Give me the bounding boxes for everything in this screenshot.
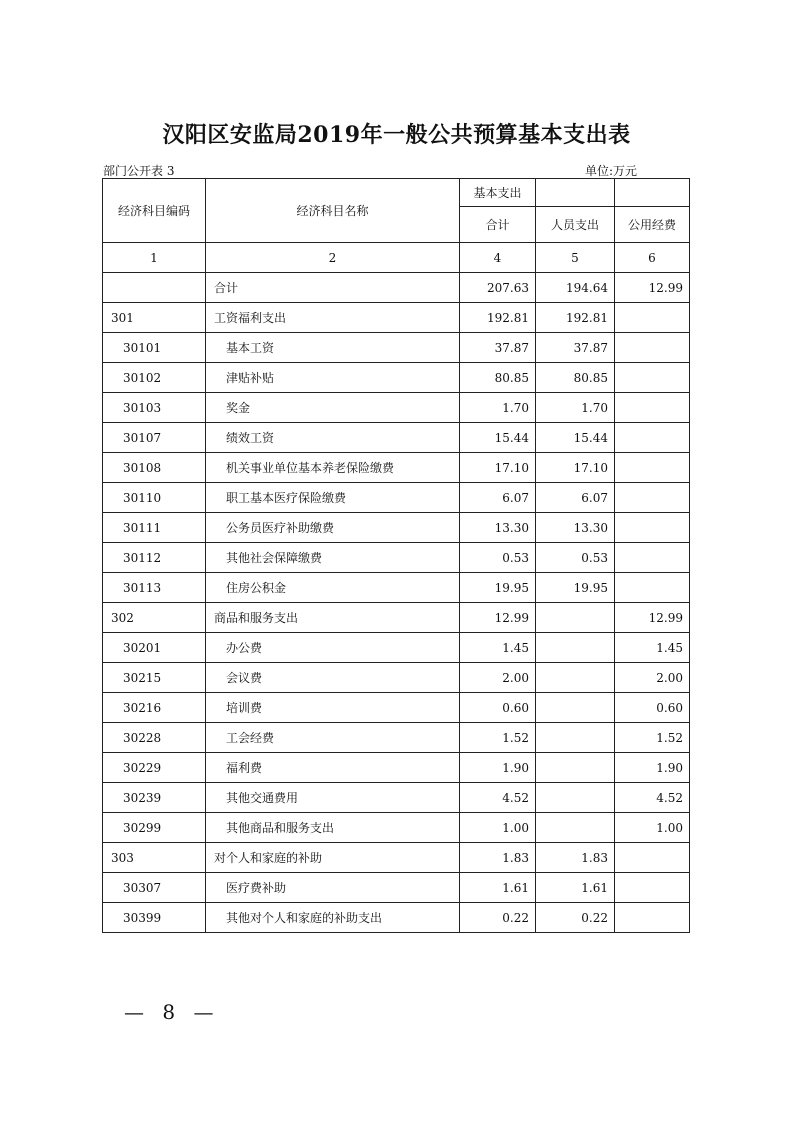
table-row — [103, 873, 690, 903]
cell-public: 12.99 — [615, 273, 690, 303]
cell-name: 公务员医疗补助缴费 — [206, 513, 460, 543]
cell-personnel — [536, 783, 615, 813]
cell-personnel: 192.81 — [536, 303, 615, 333]
cell-personnel: 194.64 — [536, 273, 615, 303]
table-row — [103, 273, 690, 303]
cell-personnel — [536, 723, 615, 753]
cell-total: 19.95 — [460, 573, 536, 603]
cell-public — [615, 843, 690, 873]
cell-personnel — [536, 753, 615, 783]
cell-public: 1.52 — [615, 723, 690, 753]
cell-personnel: 6.07 — [536, 483, 615, 513]
page-number: — 8 — — [124, 1000, 220, 1024]
cell-code: 30229 — [103, 753, 206, 783]
cell-personnel: 0.53 — [536, 543, 615, 573]
cell-code: 30102 — [103, 363, 206, 393]
cell-name: 办公费 — [206, 633, 460, 663]
page-title: 汉阳区安监局2019年一般公共预算基本支出表 — [162, 122, 631, 148]
cell-public: 0.60 — [615, 693, 690, 723]
cell-code: 303 — [103, 843, 206, 873]
cell-name: 其他商品和服务支出 — [206, 813, 460, 843]
cell-name: 福利费 — [206, 753, 460, 783]
table-row — [103, 903, 690, 933]
cell-personnel — [536, 693, 615, 723]
header-personnel: 人员支出 — [536, 207, 615, 243]
cell-personnel: 1.70 — [536, 393, 615, 423]
cell-personnel: 80.85 — [536, 363, 615, 393]
cell-code: 30399 — [103, 903, 206, 933]
cell-name: 津贴补贴 — [206, 363, 460, 393]
cell-public — [615, 903, 690, 933]
table-row — [103, 813, 690, 843]
cell-name: 合计 — [206, 273, 460, 303]
cell-public: 12.99 — [615, 603, 690, 633]
cell-code: 301 — [103, 303, 206, 333]
cell-public — [615, 873, 690, 903]
table-row — [103, 723, 690, 753]
budget-table — [102, 178, 690, 933]
cell-total: 0.60 — [460, 693, 536, 723]
table-row — [103, 333, 690, 363]
cell-total: 17.10 — [460, 453, 536, 483]
header-empty-cell — [536, 179, 615, 207]
cell-total: 13.30 — [460, 513, 536, 543]
cell-personnel — [536, 663, 615, 693]
cell-personnel: 13.30 — [536, 513, 615, 543]
cell-code: 30215 — [103, 663, 206, 693]
cell-name: 基本工资 — [206, 333, 460, 363]
cell-code: 30228 — [103, 723, 206, 753]
cell-public — [615, 423, 690, 453]
cell-public — [615, 483, 690, 513]
cell-personnel: 1.61 — [536, 873, 615, 903]
header-name: 经济科目名称 — [206, 179, 460, 243]
cell-total: 2.00 — [460, 663, 536, 693]
cell-public: 2.00 — [615, 663, 690, 693]
table-row — [103, 693, 690, 723]
header-basic-expenditure: 基本支出 — [460, 179, 536, 207]
cell-code: 30201 — [103, 633, 206, 663]
cell-name: 对个人和家庭的补助 — [206, 843, 460, 873]
cell-name: 商品和服务支出 — [206, 603, 460, 633]
cell-public — [615, 573, 690, 603]
cell-public: 1.45 — [615, 633, 690, 663]
cell-code: 30108 — [103, 453, 206, 483]
column-index: 5 — [536, 243, 615, 273]
table-row — [103, 363, 690, 393]
column-index-row — [103, 243, 690, 273]
cell-name: 机关事业单位基本养老保险缴费 — [206, 453, 460, 483]
cell-personnel: 1.83 — [536, 843, 615, 873]
table-row — [103, 603, 690, 633]
cell-public: 4.52 — [615, 783, 690, 813]
cell-code: 30299 — [103, 813, 206, 843]
cell-total: 1.52 — [460, 723, 536, 753]
cell-personnel — [536, 633, 615, 663]
table-row — [103, 573, 690, 603]
cell-name: 会议费 — [206, 663, 460, 693]
cell-code: 30112 — [103, 543, 206, 573]
cell-total: 15.44 — [460, 423, 536, 453]
cell-name: 其他对个人和家庭的补助支出 — [206, 903, 460, 933]
cell-code — [103, 273, 206, 303]
header-empty-cell — [615, 179, 690, 207]
unit-label: 单位:万元 — [585, 164, 638, 178]
cell-personnel: 19.95 — [536, 573, 615, 603]
table-row — [103, 783, 690, 813]
cell-personnel — [536, 603, 615, 633]
cell-public — [615, 393, 690, 423]
header-code: 经济科目编码 — [103, 179, 206, 243]
cell-code: 30113 — [103, 573, 206, 603]
table-row — [103, 423, 690, 453]
table-row — [103, 843, 690, 873]
cell-public — [615, 453, 690, 483]
cell-name: 奖金 — [206, 393, 460, 423]
cell-code: 30103 — [103, 393, 206, 423]
cell-name: 住房公积金 — [206, 573, 460, 603]
table-row — [103, 663, 690, 693]
cell-public — [615, 363, 690, 393]
cell-code: 30101 — [103, 333, 206, 363]
table-row — [103, 483, 690, 513]
cell-name: 其他社会保障缴费 — [206, 543, 460, 573]
cell-public — [615, 543, 690, 573]
cell-name: 工会经费 — [206, 723, 460, 753]
header-total: 合计 — [460, 207, 536, 243]
cell-total: 80.85 — [460, 363, 536, 393]
header-row-top — [103, 179, 690, 207]
header-public: 公用经费 — [615, 207, 690, 243]
cell-code: 30307 — [103, 873, 206, 903]
table-label: 部门公开表 3 — [103, 164, 175, 178]
cell-code: 30216 — [103, 693, 206, 723]
cell-public: 1.00 — [615, 813, 690, 843]
cell-personnel: 37.87 — [536, 333, 615, 363]
cell-total: 1.70 — [460, 393, 536, 423]
column-index: 6 — [615, 243, 690, 273]
cell-total: 4.52 — [460, 783, 536, 813]
cell-total: 0.22 — [460, 903, 536, 933]
cell-name: 其他交通费用 — [206, 783, 460, 813]
cell-code: 30107 — [103, 423, 206, 453]
cell-personnel: 17.10 — [536, 453, 615, 483]
cell-public — [615, 333, 690, 363]
cell-total: 1.90 — [460, 753, 536, 783]
cell-public: 1.90 — [615, 753, 690, 783]
cell-total: 6.07 — [460, 483, 536, 513]
table-row — [103, 303, 690, 333]
cell-name: 绩效工资 — [206, 423, 460, 453]
table-row — [103, 513, 690, 543]
cell-code: 302 — [103, 603, 206, 633]
cell-public — [615, 303, 690, 333]
cell-total: 1.83 — [460, 843, 536, 873]
cell-code: 30111 — [103, 513, 206, 543]
cell-total: 37.87 — [460, 333, 536, 363]
cell-name: 医疗费补助 — [206, 873, 460, 903]
table-row — [103, 453, 690, 483]
table-row — [103, 633, 690, 663]
cell-personnel: 15.44 — [536, 423, 615, 453]
cell-total: 192.81 — [460, 303, 536, 333]
cell-name: 职工基本医疗保险缴费 — [206, 483, 460, 513]
cell-total: 1.45 — [460, 633, 536, 663]
column-index: 2 — [206, 243, 460, 273]
cell-code: 30110 — [103, 483, 206, 513]
cell-personnel: 0.22 — [536, 903, 615, 933]
cell-personnel — [536, 813, 615, 843]
cell-public — [615, 513, 690, 543]
table-row — [103, 543, 690, 573]
cell-name: 培训费 — [206, 693, 460, 723]
cell-total: 1.61 — [460, 873, 536, 903]
table-row — [103, 393, 690, 423]
cell-total: 207.63 — [460, 273, 536, 303]
cell-total: 12.99 — [460, 603, 536, 633]
cell-code: 30239 — [103, 783, 206, 813]
cell-total: 1.00 — [460, 813, 536, 843]
column-index: 1 — [103, 243, 206, 273]
column-index: 4 — [460, 243, 536, 273]
table-row — [103, 753, 690, 783]
cell-name: 工资福利支出 — [206, 303, 460, 333]
cell-total: 0.53 — [460, 543, 536, 573]
